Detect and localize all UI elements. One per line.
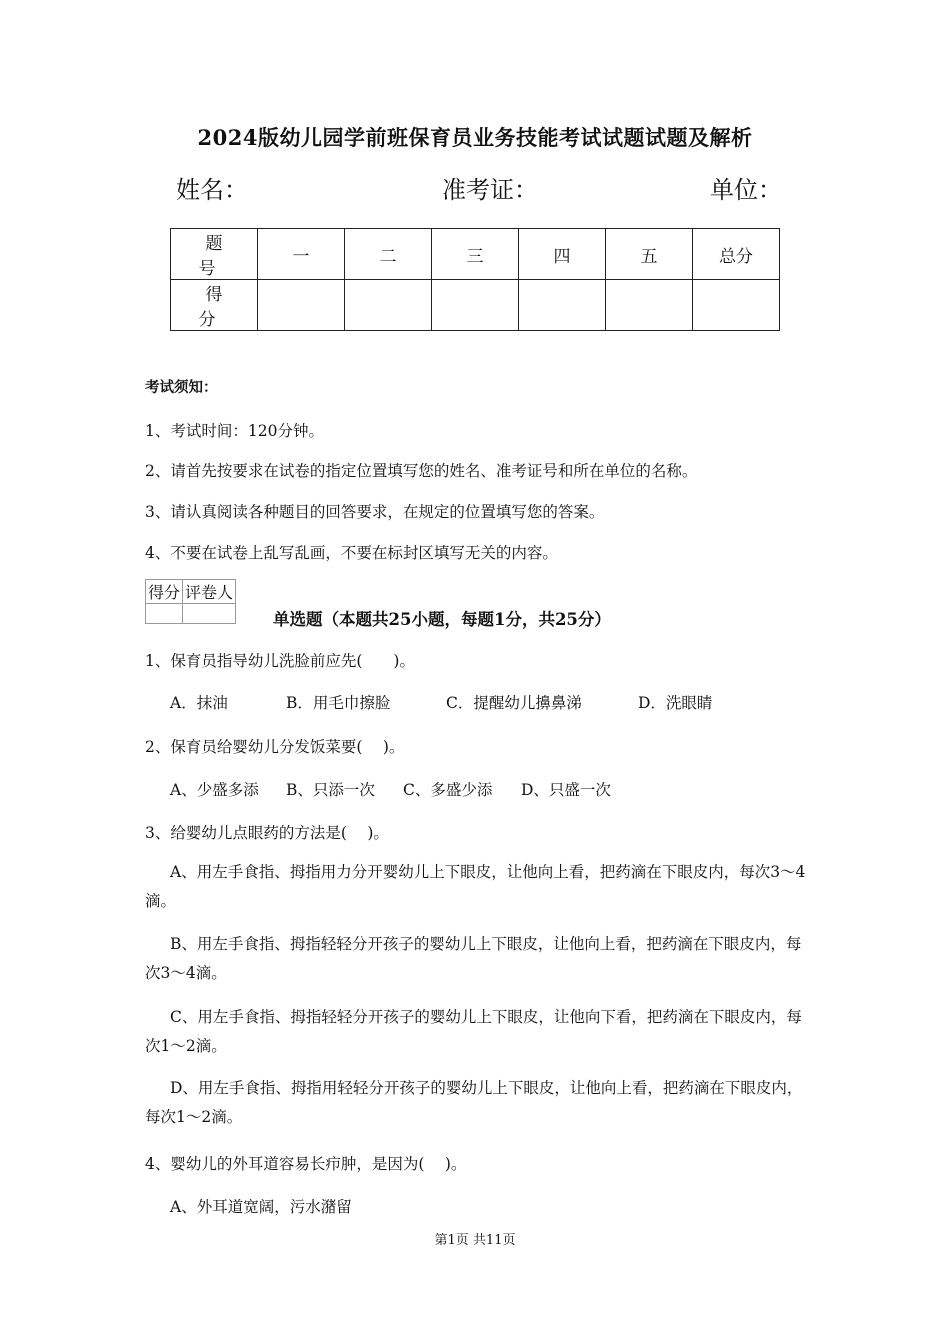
name-label: 姓名：: [176, 176, 248, 204]
score-table-score-row: [171, 280, 780, 331]
grader-reviewer-label: 评卷人: [183, 580, 236, 604]
score-cell[interactable]: [519, 280, 606, 331]
grader-score-label: 得分: [146, 580, 183, 604]
question-option: A．抹油: [170, 694, 228, 712]
score-table-header-label: 题 号: [171, 229, 258, 280]
notice-heading: 考试须知：: [145, 379, 218, 396]
page-title: 2024版幼儿园学前班保育员业务技能考试试题试题及解析: [197, 125, 753, 150]
score-cell[interactable]: [606, 280, 693, 331]
notice-item: 3、请认真阅读各种题目的回答要求，在规定的位置填写您的答案。: [145, 503, 605, 521]
question-stem: 1、保育员指导幼儿洗脸前应先( )。: [145, 652, 415, 670]
question-option: B、用左手食指、拇指轻轻分开孩子的婴幼儿上下眼皮，让他向上看，把药滴在下眼皮内，每次3～4滴。: [145, 935, 802, 982]
question-option: A、少盛多添: [170, 781, 259, 799]
question-stem: 3、给婴幼儿点眼药的方法是( )。: [145, 824, 389, 842]
question-option: D、只盛一次: [521, 781, 611, 799]
grader-box: [145, 579, 236, 624]
exam-id-label: 准考证：: [442, 176, 538, 204]
score-table-header-row: [171, 229, 780, 280]
question-option: C、用左手食指、拇指轻轻分开孩子的婴幼儿上下眼皮，让他向下看，把药滴在下眼皮内，每次1～2滴。: [145, 1008, 802, 1055]
score-table-header-cell: 三: [432, 229, 519, 280]
question-option: A、用左手食指、拇指用力分开婴幼儿上下眼皮，让他向上看，把药滴在下眼皮内，每次3～4滴。: [145, 863, 806, 910]
question-stem: 4、婴幼儿的外耳道容易长疖肿，是因为( )。: [145, 1155, 467, 1173]
section-title: 单选题（本题共25小题，每题1分，共25分）: [273, 610, 611, 629]
question-option: B、只添一次: [286, 781, 375, 799]
score-table-header-cell: 四: [519, 229, 606, 280]
score-table: [170, 228, 780, 331]
score-table-header-cell: 二: [345, 229, 432, 280]
question-option: D、用左手食指、拇指用轻轻分开孩子的婴幼儿上下眼皮，让他向上看，把药滴在下眼皮内，每次1～2滴。: [145, 1079, 803, 1126]
unit-label: 单位：: [710, 176, 782, 204]
page-footer: 第1页 共11页: [434, 1233, 516, 1248]
score-table-row-label: 得 分: [171, 280, 258, 331]
grader-reviewer-cell[interactable]: [183, 604, 236, 624]
notice-item: 1、考试时间：120分钟。: [145, 422, 324, 440]
question-option: D．洗眼睛: [638, 694, 713, 712]
score-table-header-cell: 总分: [693, 229, 780, 280]
score-cell[interactable]: [258, 280, 345, 331]
question-stem: 2、保育员给婴幼儿分发饭菜要( )。: [145, 738, 405, 756]
notice-item: 4、不要在试卷上乱写乱画，不要在标封区填写无关的内容。: [145, 544, 558, 562]
question-option: A、外耳道宽阔，污水潴留: [170, 1198, 352, 1216]
question-option: C．提醒幼儿擤鼻涕: [446, 694, 582, 712]
grader-score-cell[interactable]: [146, 604, 183, 624]
question-option: B．用毛巾擦脸: [286, 694, 391, 712]
score-cell[interactable]: [432, 280, 519, 331]
score-table-header-cell: 一: [258, 229, 345, 280]
score-cell[interactable]: [345, 280, 432, 331]
notice-item: 2、请首先按要求在试卷的指定位置填写您的姓名、准考证号和所在单位的名称。: [145, 462, 698, 480]
question-option: C、多盛少添: [403, 781, 493, 799]
score-cell[interactable]: [693, 280, 780, 331]
score-table-header-cell: 五: [606, 229, 693, 280]
